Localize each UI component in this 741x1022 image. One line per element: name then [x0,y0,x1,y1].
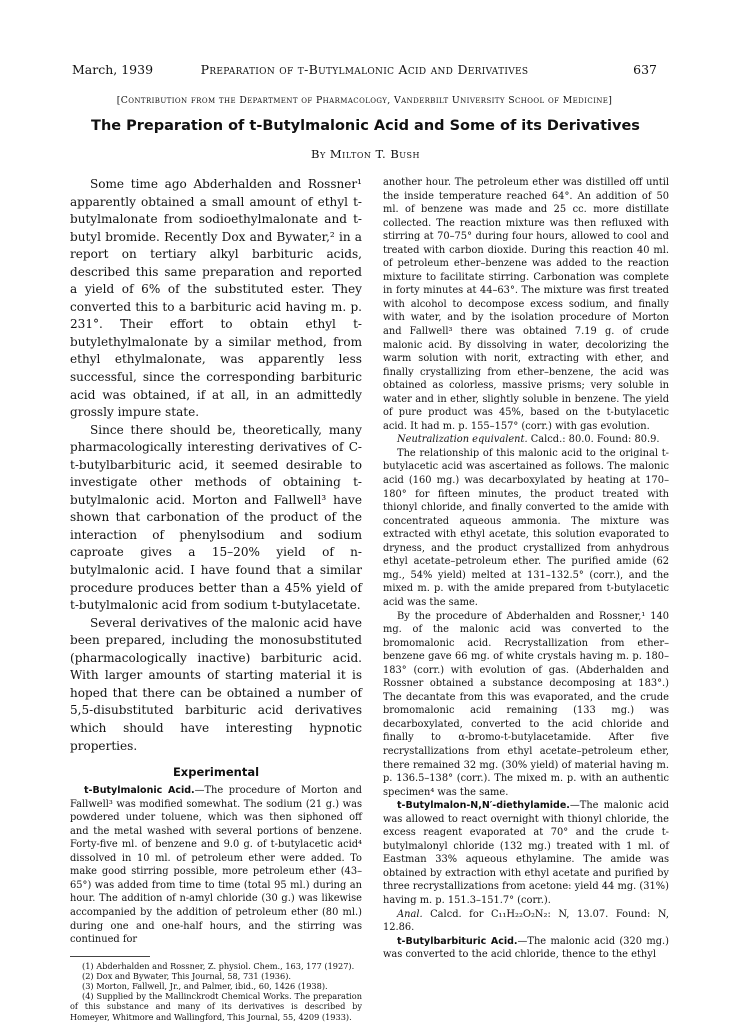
body-text: Calcd.: 80.0. Found: 80.9. [527,434,660,446]
contribution-line: [Contribution from the Department of Pharmacology, Vanderbilt University School of Medicine] [116,95,613,106]
header-date: March, 1939 [72,62,154,77]
neutralization-label: Neutralization equivalent. [397,434,528,446]
header-running-title: Preparation of t-Butylmalonic Acid and Derivatives [200,62,529,77]
body-paragraph: The relationship of this malonic acid to the original t-butylacetic acid was ascertained as follows. The malonic acid (160 mg.) was decarboxylated by heating at 170–180° for fifteen minutes, the product treated with thionyl chloride, and finally converted to the amide with concentrated aqueous ammonia. The mixture was extracted with ethyl acetate, this solution evaporated to dryness, and the product crystallized from anhydrous ethyl acetate–petroleum ether. The purified amide (62 mg., 54% yield) melted at 131–132.5° (corr.), and the mixed m. p. with the amide prepared from t-butylacetic acid was the same. [383,447,669,608]
running-header [72,62,657,80]
section-heading-experimental: Experimental [172,765,260,780]
body-text: Calcd. for C₁₁H₂₂O₂N₂: N, 13.07. Found: N, 12.86. [383,908,669,934]
intro-paragraph: Several derivatives of the malonic acid have been prepared, including the monosubstituted (pharmacologically inactive) barbituric acid. With larger amounts of starting material it is hoped that there can be obtained a number of 5,5-disubstituted barbituric acid derivatives which should have interesting hypnotic properties. [70,615,362,753]
header-page-number: 637 [633,62,657,77]
subsection-heading: t-Butylmalonic Acid. [84,785,195,797]
experimental-text [70,784,362,947]
body-paragraph: another hour. The petroleum ether was distilled off until the inside temperature reached 64°. An addition of 50 ml. of benzene was made and 25 cc. more distillate collected. The reaction mixture was then refluxed with stirring at 70–75° during four hours, allowed to cool and treated with carbon dioxide. During this reaction 40 ml. of petroleum ether–benzene was added to the reaction mixture to facilitate stirring. Carbonation was complete in forty minutes at 44–63°. The mixture was first treated with alcohol to decompose excess sodium, and finally with water, and by the isolation procedure of Morton and Fallwell³ there was obtained 7.19 g. of crude malonic acid. By dissolving in water, decolorizing the warm solution with norit, extracting with ether, and finally crystallizing from ether–benzene, the acid was obtained as colorless, massive prisms; very soluble in water and in ether, slightly soluble in benzene. The yield of pure product was 45%, based on the t-butylacetic acid. It had m. p. 155–157° (corr.) with gas evolution. [383,177,669,432]
author-byline: By Milton T. Bush [311,147,420,161]
right-column [383,176,669,962]
footnotes [70,961,362,1022]
subsection-heading: t-Butylmalon-N,N′-diethylamide. [397,800,570,812]
article-title: The Preparation of t-Butylmalonic Acid and Some of its Derivatives [91,118,640,134]
left-column [70,176,362,1022]
intro-paragraph: Since there should be, theoretically, many pharmacologically interesting derivatives of C-t-butylbarbituric acid, it seemed desirable to investigate other methods of obtaining t-butylmalonic acid. Morton and Fallwell³ have shown that carbonation of the product of the interaction of phenylsodium and sodium caproate gives a 15–20% yield of n-butylmalonic acid. I have found that a similar procedure produces better than a 45% yield of t-butylmalonic acid from sodium t-butylacetate. [70,422,362,613]
footnote: (4) Supplied by the Mallinckrodt Chemical Works. The preparation of this substance and many of its derivatives is described by Homeyer, Whitmore and Wallingford, This Journal, 55, 4209 (1933). [70,991,362,1022]
footnote: (3) Morton, Fallwell, Jr., and Palmer, ibid., 60, 1426 (1938). [82,981,328,992]
subsection-heading: t-Butylbarbituric Acid. [397,935,518,947]
footnote-rule [70,956,150,957]
footnote: (2) Dox and Bywater, This Journal, 58, 731 (1936). [82,970,292,981]
intro-paragraph: Some time ago Abderhalden and Rossner¹ apparently obtained a small amount of ethyl t-butylmalonate from sodioethylmalonate and t-butyl bromide. Recently Dox and Bywater,² in a report on tertiary alkyl barbituric acids, described this same preparation and reported a yield of 6% of the substituted ester. They converted this to a barbituric acid having m. p. 231°. Their effort to obtain ethyl t-butylethylmalonate by a similar method, from ethyl ethylmalonate, was apparently less successful, since the corresponding barbituric acid was obtained, if at all, in an admittedly grossly impure state. [70,177,362,420]
body-paragraph: By the procedure of Abderhalden and Rossner,¹ 140 mg. of the malonic acid was converted to the bromomalonic acid. Recrystallization from ether–benzene gave 66 mg. of white crystals having m. p. 180–183° (corr.) with evolution of gas. (Abderhalden and Rossner obtained a substance decomposing at 183°.) The decantate from this was evaporated, and the crude bromomalonic acid remaining (133 mg.) was decarboxylated, converted to the acid chloride and finally to α-bromo-t-butylacetamide. After five recrystallizations from ethyl acetate–petroleum ether, there remained 32 mg. (30% yield) of material having m. p. 136.5–138° (corr.). The mixed m. p. with an authentic specimen⁴ was the same. [383,610,669,798]
introduction [70,176,362,755]
analysis-label: Anal. [397,908,423,920]
body-text: —The malonic acid (320 mg.) was converted to the acid chloride, thence to the ethyl [383,935,670,961]
body-text: —The malonic acid was allowed to react overnight with thionyl chloride, the excess reagent evaporated at 70° and the crude t-butylmalonyl chloride (132 mg.) treated with 1 ml. of Eastman 33% aqueous ethylamine. The amide was obtained by extraction with ethyl acetate and purified by three recrystallizations from acetone: yield 44 mg. (31%) having m. p. 151.3–151.7° (corr.). [383,800,669,906]
footnote: (1) Abderhalden and Rossner, Z. physiol. Chem., 163, 177 (1927). [82,960,355,971]
body-text: —The procedure of Morton and Fallwell³ was modified somewhat. The sodium (21 g.) was powdered under toluene, which was then siphoned off and the metal washed with several portions of benzene. Forty-five ml. of benzene and 9.0 g. of t-butylacetic acid⁴ dissolved in 10 ml. of petroleum ether were added. To make good stirring possible, more petroleum ether (43–65°) was added from time to time (total 95 ml.) during an hour. The addition of n-amyl chloride (30 g.) was likewise accompanied by the addition of petroleum ether (80 ml.) during one and one-half hours, and the stirring was continued for [70,785,362,946]
